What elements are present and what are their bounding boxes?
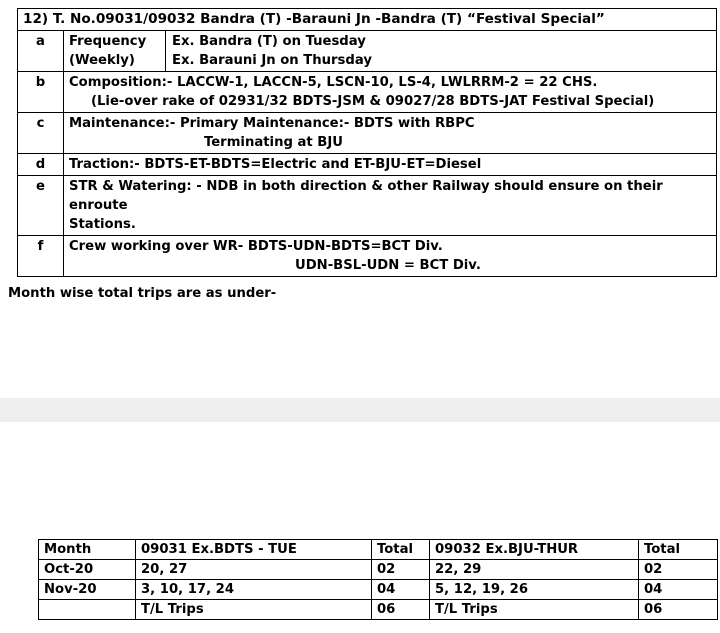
header-month: Month <box>39 540 136 560</box>
monthly-trips-table <box>38 539 718 620</box>
table-row <box>39 560 718 580</box>
frequency-split <box>69 32 711 70</box>
info-title-row <box>18 9 717 31</box>
info-row-b <box>18 72 717 113</box>
cell-09032-dates: 22, 29 <box>430 560 639 580</box>
frequency-value <box>166 32 372 70</box>
cell-total-1: 06 <box>372 600 430 620</box>
crew-line1: Crew working over WR- BDTS-UDN-BDTS=BCT Div. <box>69 239 443 254</box>
info-row-a <box>18 31 717 72</box>
traction-cell <box>64 154 717 176</box>
cell-total-1: 04 <box>372 580 430 600</box>
train-title: 12) T. No.09031/09032 Bandra (T) -Barauni Jn -Bandra (T) “Festival Special” <box>18 9 717 31</box>
maintenance-line2: Terminating at BJU <box>204 135 343 150</box>
info-row-e <box>18 176 717 236</box>
frequency-value-line1: Ex. Bandra (T) on Tuesday <box>172 34 366 49</box>
composition-line1: Composition:- LACCW-1, LACCN-5, LSCN-10, LS-4, LWLRRM-2 = 22 CHS. <box>69 75 598 90</box>
row-letter: a <box>18 31 64 72</box>
watering-line2: Stations. <box>69 217 136 232</box>
row-letter: f <box>18 236 64 277</box>
row-letter: e <box>18 176 64 236</box>
row-letter: b <box>18 72 64 113</box>
frequency-value-line2: Ex. Barauni Jn on Thursday <box>172 53 372 68</box>
info-row-c <box>18 113 717 154</box>
cell-total-2: 06 <box>639 600 718 620</box>
cell-09031-dates: 20, 27 <box>136 560 372 580</box>
watering-cell <box>64 176 717 236</box>
watering-line1: STR & Watering: - NDB in both direction & other Railway should ensure on their enroute <box>69 179 663 213</box>
cell-month <box>39 600 136 620</box>
maintenance-cell <box>64 113 717 154</box>
maintenance-line1: Maintenance:- Primary Maintenance:- BDTS with RBPC <box>69 116 475 131</box>
table-row <box>39 580 718 600</box>
table-row-total <box>39 600 718 620</box>
header-09032: 09032 Ex.BJU-THUR <box>430 540 639 560</box>
cell-total-2: 04 <box>639 580 718 600</box>
traction-line1: Traction:- BDTS-ET-BDTS=Electric and ET-BJU-ET=Diesel <box>69 157 482 172</box>
info-row-d <box>18 154 717 176</box>
row-letter: c <box>18 113 64 154</box>
cell-month: Nov-20 <box>39 580 136 600</box>
composition-line2: (Lie-over rake of 02931/32 BDTS-JSM & 09027/28 BDTS-JAT Festival Special) <box>91 94 655 109</box>
header-total-1: Total <box>372 540 430 560</box>
info-row-f <box>18 236 717 277</box>
cell-09032-dates: 5, 12, 19, 26 <box>430 580 639 600</box>
cell-total-1: 02 <box>372 560 430 580</box>
header-total-2: Total <box>639 540 718 560</box>
cell-total-2: 02 <box>639 560 718 580</box>
frequency-label-line2: (Weekly) <box>69 53 135 68</box>
cell-09031-total-label: T/L Trips <box>136 600 372 620</box>
crew-cell <box>64 236 717 277</box>
header-09031: 09031 Ex.BDTS - TUE <box>136 540 372 560</box>
month-wise-heading: Month wise total trips are as under- <box>8 286 277 301</box>
cell-09032-total-label: T/L Trips <box>430 600 639 620</box>
train-info-table <box>17 8 717 277</box>
cell-month: Oct-20 <box>39 560 136 580</box>
row-letter: d <box>18 154 64 176</box>
trips-header-row <box>39 540 718 560</box>
frequency-label <box>69 31 166 71</box>
cell-09031-dates: 3, 10, 17, 24 <box>136 580 372 600</box>
frequency-label-line1: Frequency <box>69 34 147 49</box>
frequency-cell <box>64 31 717 72</box>
composition-cell <box>64 72 717 113</box>
page-break-gap <box>0 398 720 422</box>
crew-line2: UDN-BSL-UDN = BCT Div. <box>295 258 481 273</box>
